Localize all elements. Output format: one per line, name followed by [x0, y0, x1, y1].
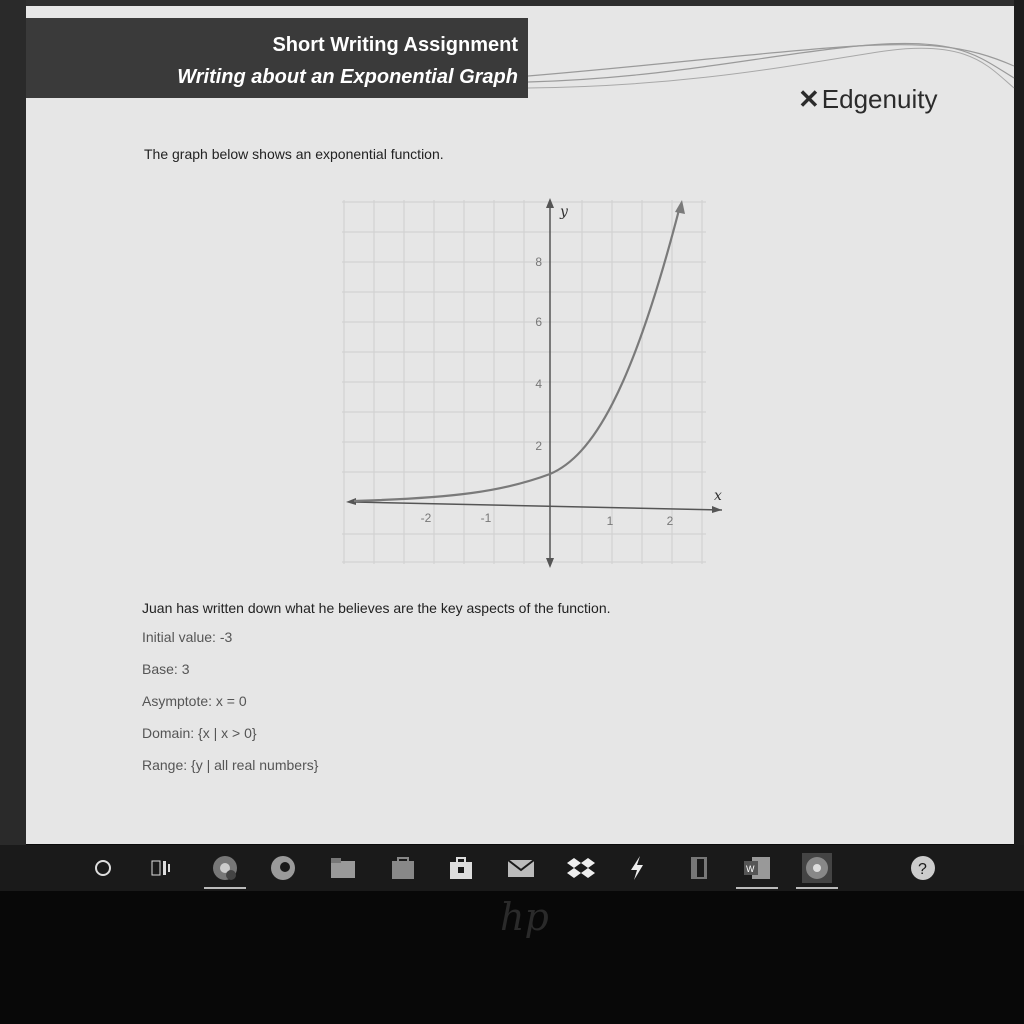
assignment-screen — [26, 6, 1014, 844]
assignment-subtitle: Writing about an Exponential Graph — [177, 66, 518, 88]
briefcase-icon[interactable] — [446, 853, 476, 883]
chrome-icon[interactable] — [802, 853, 832, 883]
x-tick-neg1: -1 — [480, 511, 492, 525]
brand-name: Edgenuity — [821, 84, 938, 114]
dropbox-icon[interactable] — [566, 853, 596, 883]
decorative-waves — [528, 26, 1014, 106]
header-banner — [26, 18, 528, 98]
aspect-range: Range: {y | all real numbers} — [142, 757, 319, 773]
x-axis — [346, 498, 722, 513]
edgenuity-x-icon: ✕ — [798, 84, 820, 114]
svg-text:?: ? — [918, 861, 927, 878]
assignment-title: Short Writing Assignment — [272, 34, 518, 56]
x-tick-neg2: -2 — [420, 511, 432, 525]
edge-icon[interactable] — [268, 853, 298, 883]
chrome-app-icon[interactable] — [210, 853, 240, 883]
y-axis — [546, 198, 554, 568]
aspect-base: Base: 3 — [142, 661, 190, 677]
y-tick-6: 6 — [535, 315, 542, 329]
svg-text:W: W — [746, 864, 755, 874]
y-tick-2: 2 — [535, 439, 542, 453]
y-tick-8: 8 — [535, 255, 542, 269]
monitor-bezel-left — [0, 0, 26, 845]
x-tick-1: 1 — [606, 514, 614, 528]
key-aspects-list — [142, 626, 318, 786]
help-icon[interactable] — [908, 853, 938, 883]
juan-statement: Juan has written down what he believes are the key aspects of the function. — [142, 600, 611, 616]
y-axis-label: y — [560, 204, 568, 220]
graph-intro-text: The graph below shows an exponential function. — [144, 146, 444, 162]
aspect-domain: Domain: {x | x > 0} — [142, 725, 257, 741]
exponential-graph — [342, 192, 722, 568]
mail-icon[interactable] — [506, 853, 536, 883]
monitor-bezel-right — [1014, 0, 1024, 845]
hp-logo: hp — [500, 895, 549, 939]
start-circle-icon[interactable] — [88, 853, 118, 883]
exponential-curve — [354, 206, 680, 501]
office-icon[interactable] — [684, 853, 714, 883]
file-explorer-icon[interactable] — [328, 853, 358, 883]
windows-taskbar — [0, 845, 1024, 891]
x-tick-2: 2 — [666, 514, 674, 528]
x-axis-label: x — [714, 488, 722, 504]
store-icon[interactable] — [388, 853, 418, 883]
aspect-initial-value: Initial value: -3 — [142, 629, 233, 645]
aspect-asymptote: Asymptote: x = 0 — [142, 693, 247, 709]
y-tick-4: 4 — [535, 377, 542, 391]
word-icon[interactable] — [742, 853, 772, 883]
edgenuity-logo — [798, 84, 937, 115]
graph-grid — [342, 200, 706, 564]
bolt-app-icon[interactable] — [622, 853, 652, 883]
task-view-icon[interactable] — [146, 853, 176, 883]
